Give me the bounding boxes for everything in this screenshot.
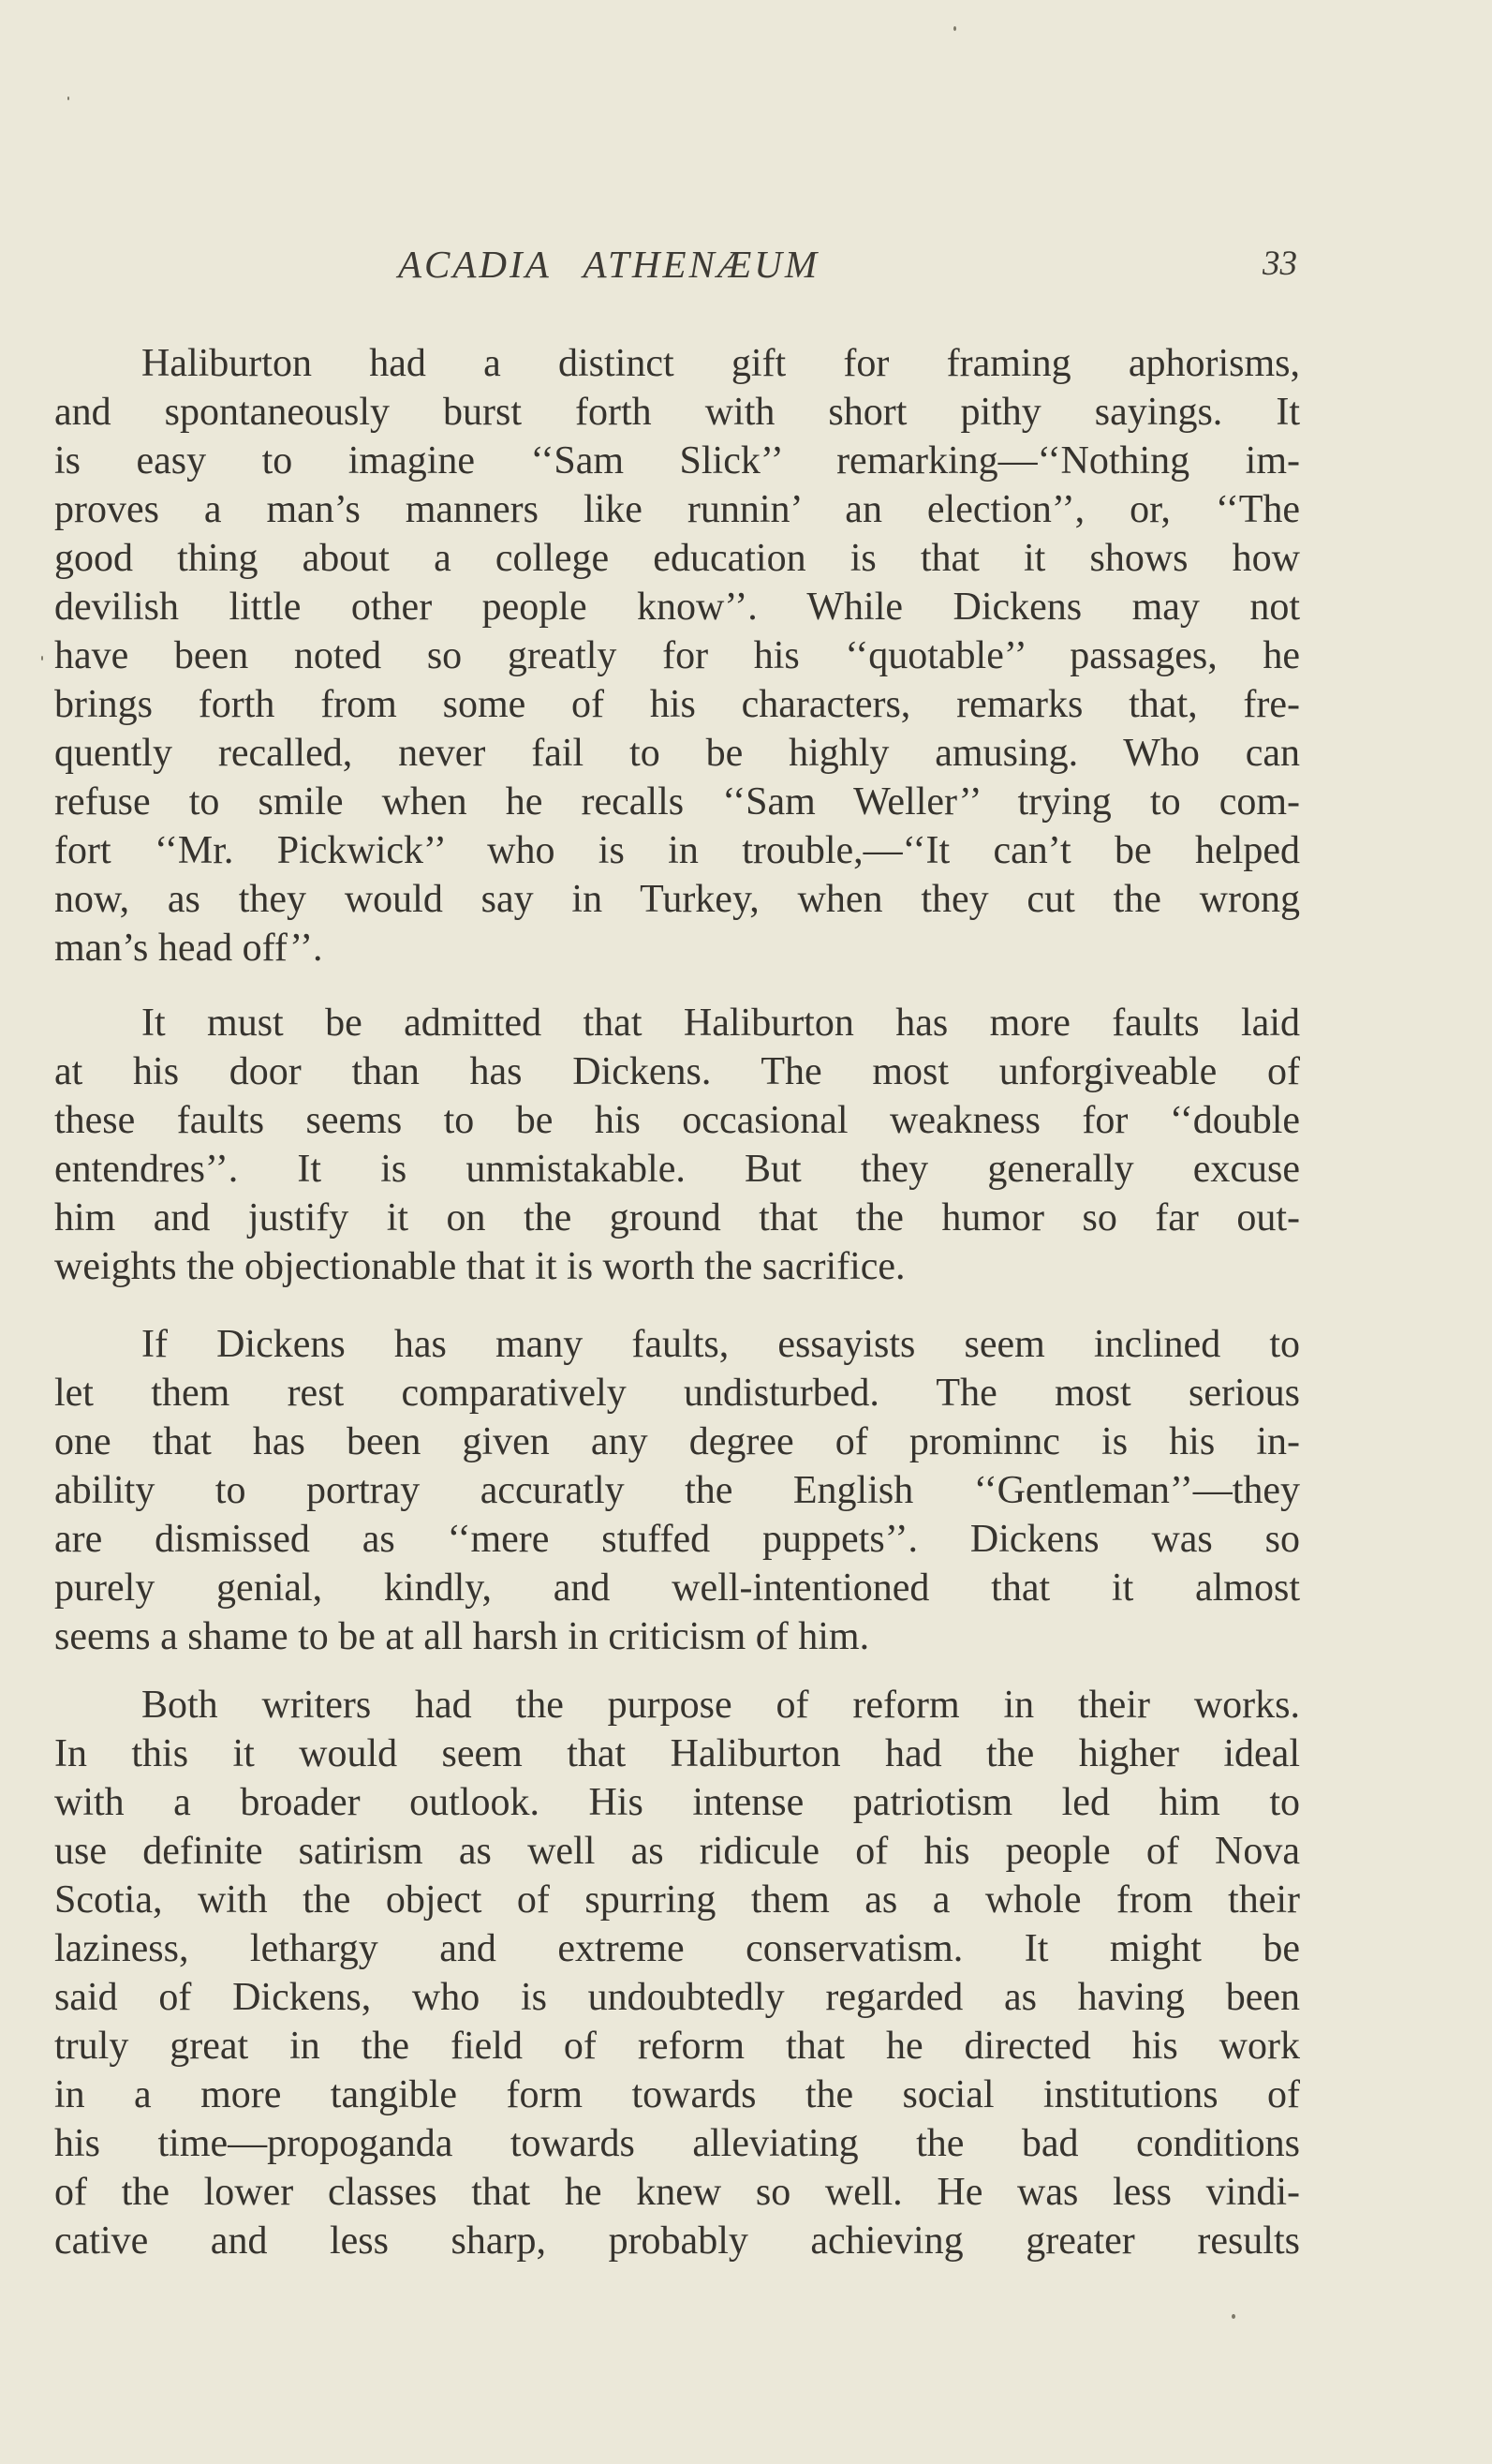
text-line: said of Dickens, who is undoubtedly regarded as having been	[54, 1976, 1300, 2019]
text-line: him and justify it on the ground that the humor so far out-	[54, 1196, 1300, 1239]
page-number: 33	[1263, 245, 1297, 283]
text-line: these faults seems to be his occasional weakness for ‘‘double	[54, 1099, 1300, 1142]
text-line: devilish little other people know’’. While Dickens may not	[54, 586, 1300, 629]
text-line: Both writers had the purpose of reform in their works.	[141, 1684, 1300, 1727]
text-line: refuse to smile when he recalls ‘‘Sam Weller’’ trying to com-	[54, 780, 1300, 824]
paragraph	[54, 999, 1300, 1291]
text-line: purely genial, kindly, and well-intentioned that it almost	[54, 1566, 1300, 1610]
text-line: with a broader outlook. His intense patriotism led him to	[54, 1781, 1300, 1824]
text-line: weights the objectionable that it is worth the sacrifice.	[54, 1245, 906, 1288]
text-line: his time—propoganda towards alleviating the bad conditions	[54, 2122, 1300, 2165]
paragraph	[54, 1681, 1300, 2265]
text-line: and spontaneously burst forth with short pithy sayings. It	[54, 391, 1300, 434]
page-speck	[953, 26, 956, 31]
text-line: let them rest comparatively undisturbed. The most serious	[54, 1372, 1300, 1415]
text-line: proves a man’s manners like runnin’ an election’’, or, ‘‘The	[54, 488, 1300, 531]
text-line: It must be admitted that Haliburton has more faults laid	[141, 1002, 1300, 1045]
page-speck	[41, 656, 43, 661]
text-line: seems a shame to be at all harsh in criticism of him.	[54, 1615, 870, 1658]
text-line: in a more tangible form towards the social institutions of	[54, 2073, 1300, 2116]
article-body	[54, 339, 1300, 2265]
running-header	[379, 242, 1297, 298]
text-line: one that has been given any degree of prominnc is his in-	[54, 1420, 1300, 1463]
text-line: truly great in the field of reform that he directed his work	[54, 2025, 1300, 2068]
text-line: If Dickens has many faults, essayists seem inclined to	[141, 1323, 1300, 1366]
text-line: cative and less sharp, probably achieving greater results	[54, 2219, 1300, 2263]
text-line: Haliburton had a distinct gift for framing aphorisms,	[141, 342, 1300, 385]
running-title: ACADIA ATHENÆUM	[398, 243, 820, 286]
text-line: good thing about a college education is that it shows how	[54, 537, 1300, 580]
text-line: laziness, lethargy and extreme conservatism. It might be	[54, 1927, 1300, 1970]
text-line: now, as they would say in Turkey, when they cut the wrong	[54, 878, 1300, 921]
text-line: are dismissed as ‘‘mere stuffed puppets’’. Dickens was so	[54, 1518, 1300, 1561]
text-line: is easy to imagine ‘‘Sam Slick’’ remarking—‘‘Nothing im-	[54, 439, 1300, 482]
text-line: In this it would seem that Haliburton had the higher ideal	[54, 1732, 1300, 1775]
text-line: ability to portray accuratly the English ‘‘Gentleman’’—they	[54, 1469, 1300, 1512]
text-line: brings forth from some of his characters, remarks that, fre-	[54, 683, 1300, 726]
text-line: man’s head off’’.	[54, 927, 323, 970]
text-line: fort ‘‘Mr. Pickwick’’ who is in trouble,—‘‘It can’t be helped	[54, 829, 1300, 872]
paragraph	[54, 339, 1300, 972]
text-line: at his door than has Dickens. The most unforgiveable of	[54, 1050, 1300, 1093]
page-speck	[67, 96, 69, 100]
text-line: have been noted so greatly for his ‘‘quotable’’ passages, he	[54, 634, 1300, 677]
paragraph	[54, 1320, 1300, 1661]
text-line: Scotia, with the object of spurring them as a whole from their	[54, 1878, 1300, 1922]
text-line: quently recalled, never fail to be highly amusing. Who can	[54, 732, 1300, 775]
text-line: entendres’’. It is unmistakable. But they generally excuse	[54, 1148, 1300, 1191]
text-line: of the lower classes that he knew so well. He was less vindi-	[54, 2171, 1300, 2214]
text-line: use definite satirism as well as ridicule of his people of Nova	[54, 1830, 1300, 1873]
page-speck	[1232, 2314, 1235, 2319]
